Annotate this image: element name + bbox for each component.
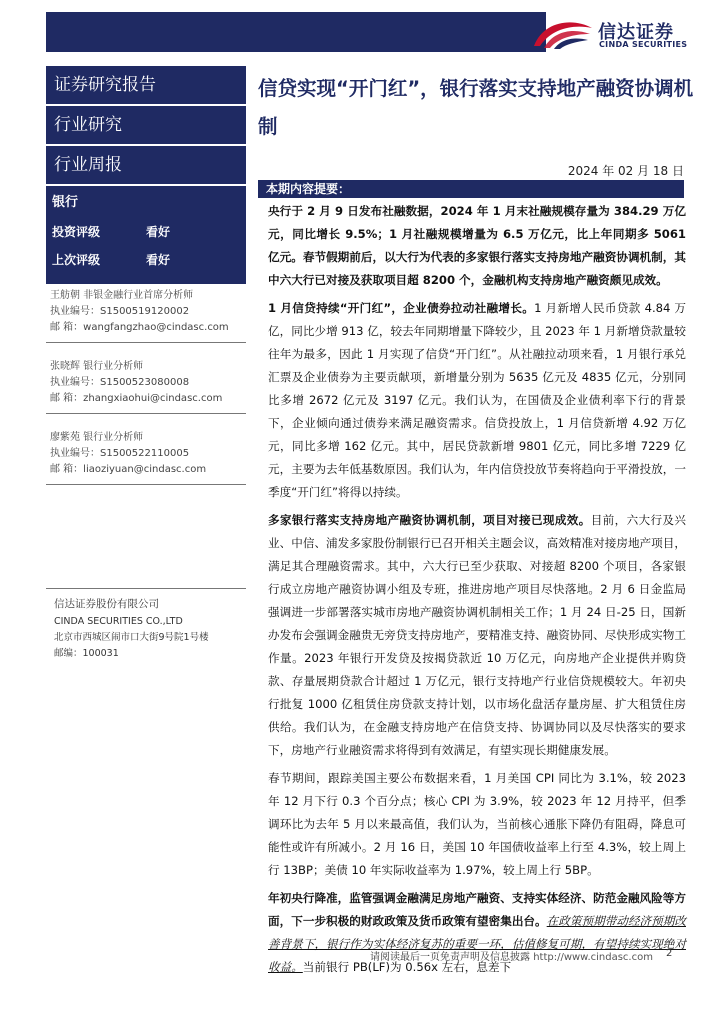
analyst-card	[46, 355, 246, 414]
logo-text-cn: 信达证券	[598, 22, 674, 43]
cinda-logo-icon	[530, 16, 594, 50]
analyst-name: 廖紫苑 银行业分析师	[50, 432, 144, 443]
company-postcode: 邮编：100031	[54, 648, 119, 659]
analyst-id: 执业编号：S1500519120002	[50, 306, 190, 317]
page-title: 信贷实现“开门红”，银行落实支持地产融资协调机制	[258, 77, 694, 138]
section-heading: 本期内容提要：	[258, 180, 684, 198]
rating-label: 投资评级	[52, 225, 101, 239]
rating-value: 看好	[146, 253, 171, 267]
report-body	[268, 200, 686, 984]
outlook-paragraph: 年初央行降准，监管强调金融满足房地产融资、支持实体经济、防范金融风险等方面，下一步积极的财政政策及货币政策有望密集出台。在政策预期带动经济预期改善背景下，银行作为实体经济复苏的重要一环，估值修复可期，有望持续实现绝对收益。当前银行 PB(LF)为 0.56x 左右，息差下	[268, 891, 686, 974]
us-data-paragraph: 春节期间，跟踪美国主要公布数据来看，1 月美国 CPI 同比为 3.1%，较 2023 年 12 月下行 0.3 个百分点；核心 CPI 为 3.9%，较 2023 年 12 月持平，但季调环比为去年 5 月以来最高值，我们认为，当前核心通胀下降仍有阻碍，降息可能性或许有所减小。2 月 16 日，美国 10 年国债收益率上行至 4.3%，较上周上行 13BP；美债 10 年实际收益率为 1.97%，较上周上行 5BP。	[268, 771, 686, 877]
report-category: 行业研究	[46, 106, 246, 146]
company-name-cn: 信达证券股份有限公司	[54, 598, 159, 610]
company-address: 北京市西城区闹市口大街9号院1号楼	[54, 632, 209, 643]
analyst-id: 执业编号：S1500523080008	[50, 377, 190, 388]
analyst-id: 执业编号：S1500522110005	[50, 448, 190, 459]
credit-paragraph: 1 月信贷持续“开门红”，企业债券拉动社融增长。1 月新增人民币贷款 4.84 万亿，同比少增 913 亿，较去年同期增量下降较少，且 2023 年 1 月新增贷款量较往年为最多，因此 1 月实现了信贷“开门红”。从社融拉动项来看，1 月银行承兑汇票及企业债券为主要贡献项，新增量分别为 5635 亿元及 4835 亿元，分别同比多增 2672 亿元及 3197 亿元。我们认为，在国债及企业债利率下行的背景下，企业倾向通过债券来满足融资需求。信贷投放上，1 月信贷新增 4.92 万亿元，同比多增 162 亿元。其中，居民贷款新增 9801 亿元，同比多增 7229 亿元，主要为去年低基数原因。我们认为，年内信贷投放节奏将趋向于平滑投放，一季度“开门红”将得以持续。	[268, 301, 686, 499]
header-bar	[46, 12, 546, 52]
rating-value: 看好	[146, 225, 171, 239]
footer-url[interactable]: http://www.cindasc.com	[533, 952, 653, 963]
rating-label: 上次评级	[52, 253, 101, 267]
page-number: 2	[666, 948, 673, 959]
analyst-card	[46, 284, 246, 343]
analyst-name: 张晓辉 银行业分析师	[50, 361, 144, 372]
analyst-card	[46, 426, 246, 485]
sidebar	[46, 66, 246, 485]
analyst-email[interactable]: 邮 箱：zhangxiaohui@cindasc.com	[50, 393, 223, 404]
property-paragraph: 多家银行落实支持房地产融资协调机制，项目对接已现成效。目前，六大行及兴业、中信、浦发多家股份制银行已召开相关主题会议，高效精准对接房地产项目，满足其合理融资需求。其中，六大行已至少获取、对接超 8200 个项目，各家银行成立房地产融资协调小组及专班，推进房地产项目尽快落地。2 月 6 日金监局强调进一步部署落实城市房地产融资协调机制相关工作；1 月 24 日-25 日，国新办发布会强调金融贵无旁贷支持房地产，要精准支持、融资协同、尽快形成实物工作量。2023 年银行开发贷及按揭贷款近 10 万亿元，向房地产企业提供并购贷款、存量展期贷款合计超过 1 万亿元，银行支持地产行业信贷规模较大。年初央行批复 1000 亿租赁住房贷款支持计划，以市场化盘活存量房屋、扩大租赁住房供给。我们认为，在金融支持房地产在信贷支持、协调协同以及尽快落实的要求下，房地产行业融资需求将得到有效满足，有望实现长期健康发展。	[268, 513, 686, 757]
analyst-email[interactable]: 邮 箱：liaoziyuan@cindasc.com	[50, 464, 207, 475]
previous-rating	[46, 246, 246, 274]
company-name-en: CINDA SECURITIES CO.,LTD	[54, 616, 183, 627]
report-type: 证券研究报告	[46, 66, 246, 106]
analyst-name: 王舫朝 非银金融行业首席分析师	[50, 290, 194, 301]
investment-rating	[46, 218, 246, 246]
report-date: 2024 年 02 月 18 日	[567, 164, 684, 178]
company-info	[46, 596, 246, 662]
analyst-email[interactable]: 邮 箱：wangfangzhao@cindasc.com	[50, 322, 229, 333]
footer-disclaimer: 请阅读最后一页免责声明及信息披露	[370, 952, 530, 963]
report-subcategory: 行业周报	[46, 146, 246, 186]
summary-paragraph: 央行于 2 月 9 日发布社融数据，2024 年 1 月末社融规模存量为 384.29 万亿元，同比增长 9.5%；1 月社融规模增量为 6.5 万亿元，比上年同期多 5061 亿元。春节假期前后，以大行为代表的多家银行落实支持房地产融资协调机制，其中六大行已对接及获取项目超 8200 个，金融机构支持房地产融资颇见成效。	[268, 204, 686, 287]
logo-text-en: CINDA SECURITIES	[599, 40, 688, 49]
cinda-logo	[530, 14, 710, 54]
industry-label: 银行	[46, 186, 246, 218]
